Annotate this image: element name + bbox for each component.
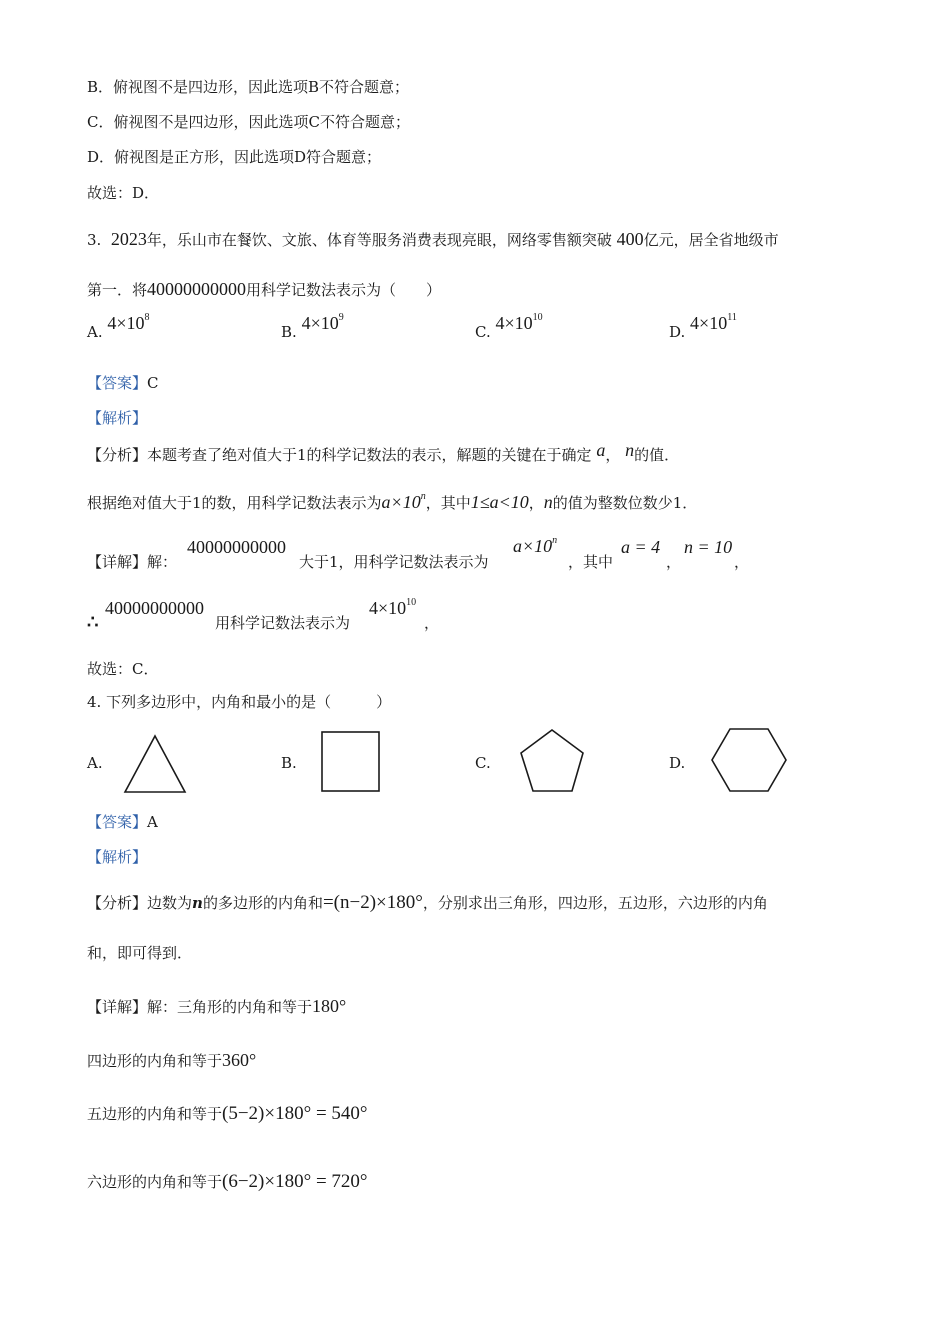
q3-xiangjie-line — [87, 552, 177, 572]
q3-option-b-value — [302, 313, 344, 333]
q3-option-d-label: D. — [669, 323, 686, 341]
q3-xj-formula — [513, 536, 557, 556]
q4-number: 4. — [87, 693, 102, 711]
q3-xj-a: 解： — [147, 553, 178, 571]
q3-option-b-base: 4×10 — [301, 313, 339, 333]
q4-fenxi-a: 边数为 — [147, 894, 193, 912]
q3-fenxi-tag: 【分析】 — [87, 446, 148, 464]
q3-fenxi-sep: ， — [605, 446, 621, 464]
prev-option-b-line: B．俯视图不是四边形，因此选项B不符合题意； — [87, 78, 410, 96]
q3-text-a: 年，乐山市在餐饮、文旅、体育等服务消费表现亮眼，网络零售额突破 — [146, 231, 612, 249]
q3-big-number: 40000000000 — [147, 279, 247, 299]
q3-th-end: ， — [424, 614, 440, 632]
q4-pent-text: 五边形的内角和等于 — [87, 1105, 223, 1123]
q4-analysis-tag: 【解析】 — [87, 848, 148, 866]
q4-pent-line — [87, 1104, 368, 1124]
hexagon-icon[interactable] — [708, 725, 790, 795]
q4-answer-line — [87, 812, 158, 832]
q3-fenxi-line — [87, 440, 680, 465]
q4-fenxi-c: ，分别求出三角形，四边形，五边形，六边形的内角 — [422, 894, 768, 912]
prev-option-d-line: D．俯视图是正方形，因此选项D符合题意； — [87, 148, 382, 166]
q4-fenxi-line2: 和，即可得到． — [87, 944, 193, 962]
q4-xiangjie-line — [87, 996, 346, 1017]
q4-fenxi-line — [87, 893, 768, 913]
q3-option-c-label: C. — [475, 323, 491, 341]
q4-fenxi-tag: 【分析】 — [87, 894, 148, 912]
q3-option-a-label: A. — [87, 323, 103, 341]
q3-option-c[interactable] — [475, 312, 543, 342]
q3-option-d[interactable] — [669, 312, 737, 342]
q3-line2-b: 用科学记数法表示为（ ） — [246, 281, 442, 299]
q3-answer: C — [147, 374, 159, 392]
q3-option-d-exp: 11 — [727, 312, 737, 323]
q3-option-b[interactable] — [281, 312, 344, 342]
q3-rule-d: 的值为整数位数少1． — [552, 494, 698, 512]
q3-answer-line — [87, 373, 159, 393]
pentagon-icon[interactable] — [517, 727, 589, 795]
prev-conclusion: 故选：D． — [87, 184, 160, 202]
q3-th-text: 用科学记数法表示为 — [215, 614, 351, 632]
q4-option-d-label[interactable]: D. — [669, 754, 686, 772]
q3-th-num: 40000000000 — [105, 598, 204, 618]
q3-xj-b: 大于1，用科学记数法表示为 — [299, 553, 489, 571]
prev-option-c-line: C．俯视图不是四边形，因此选项C不符合题意； — [87, 113, 410, 131]
q3-rule-formula-base: a×10 — [381, 492, 421, 512]
q3-option-b-exp: 9 — [338, 312, 344, 323]
q3-analysis-tag: 【解析】 — [87, 409, 148, 427]
q4-quad-text: 四边形的内角和等于 — [87, 1052, 223, 1070]
q3-therefore: ∴ — [87, 612, 99, 633]
q3-text-b: 亿元，居全省地级市 — [643, 231, 779, 249]
q4-option-b-label[interactable]: B. — [281, 754, 297, 772]
q3-rule-c: ， — [528, 494, 544, 512]
q3-rule-line — [87, 492, 697, 513]
q3-xj-d: ， — [666, 553, 682, 571]
q3-xj-formula-base: a×10 — [513, 536, 553, 556]
q3-rule-n: n — [543, 492, 553, 512]
q3-rule-formula-exp: n — [420, 491, 426, 502]
q3-stem-line2 — [87, 279, 441, 300]
q3-option-a[interactable] — [87, 312, 150, 342]
q3-option-d-base: 4×10 — [690, 313, 728, 333]
q3-option-c-base: 4×10 — [495, 313, 533, 333]
q3-option-d-value — [690, 313, 737, 333]
q3-conclusion: 故选：C． — [87, 660, 159, 678]
q3-xj-a-val: a = 4 — [621, 537, 661, 557]
q3-answer-tag: 【答案】 — [87, 374, 148, 392]
q4-tri-sum: 180° — [312, 996, 347, 1016]
q4-hex-text: 六边形的内角和等于 — [87, 1173, 223, 1191]
q4-var-n: n — [192, 894, 203, 912]
q4-answer-tag: 【答案】 — [87, 813, 148, 831]
q4-stem — [87, 692, 391, 712]
q3-option-c-value — [496, 313, 543, 333]
q4-text: 下列多边形中，内角和最小的是（ ） — [106, 693, 392, 711]
q3-option-b-label: B. — [281, 323, 297, 341]
q3-th-value — [369, 598, 416, 618]
q3-option-a-exp: 8 — [144, 312, 150, 323]
q3-rule-b: ，其中 — [425, 494, 471, 512]
q3-option-c-exp: 10 — [532, 312, 543, 323]
q3-xj-n-val: n = 10 — [684, 537, 733, 557]
q4-answer: A — [147, 813, 158, 831]
q4-formula: =(n−2)×180° — [322, 892, 423, 913]
q3-var-n: n — [625, 440, 635, 460]
q3-xiangjie-tag: 【详解】 — [87, 553, 148, 571]
q4-xiangjie-tag: 【详解】 — [87, 998, 148, 1016]
q4-hex-formula: (6−2)×180° = 720° — [222, 1171, 368, 1192]
q4-option-c-label[interactable]: C. — [475, 754, 491, 772]
q3-stem-line1 — [87, 229, 779, 250]
q3-fenxi-end: 的值． — [634, 446, 680, 464]
q3-rule-formula — [382, 492, 426, 512]
q4-option-a-label[interactable]: A. — [87, 754, 103, 772]
q3-var-a: a — [596, 440, 606, 460]
q3-line2-a: 第一．将 — [87, 281, 148, 299]
q3-rule-a: 根据绝对值大于1的数，用科学记数法表示为 — [87, 494, 382, 512]
q3-xj-e: ， — [734, 553, 750, 571]
q3-xj-num: 40000000000 — [187, 537, 286, 557]
q3-option-a-base: 4×10 — [107, 313, 145, 333]
q3-amount: 400 — [616, 229, 644, 249]
q3-xj-formula-exp: n — [552, 535, 558, 546]
q3-year: 2023 — [110, 229, 147, 249]
q3-rule-range: 1≤a<10 — [470, 492, 529, 512]
q4-fenxi-b: 的多边形的内角和 — [202, 894, 323, 912]
q3-fenxi-text: 本题考查了绝对值大于1的科学记数法的表示，解题的关键在于确定 — [147, 446, 592, 464]
q3-th-exp: 10 — [406, 597, 417, 608]
q4-hex-line — [87, 1172, 368, 1192]
q3-th-base: 4×10 — [369, 598, 407, 618]
q3-xj-c: ，其中 — [568, 553, 614, 571]
square-icon[interactable] — [319, 729, 383, 795]
q4-quad-sum: 360° — [222, 1050, 257, 1070]
q4-pent-formula: (5−2)×180° = 540° — [222, 1103, 368, 1124]
q3-number: 3. — [87, 231, 102, 249]
q4-quad-line — [87, 1050, 256, 1071]
triangle-icon[interactable] — [122, 733, 188, 795]
q3-option-a-value — [107, 313, 149, 333]
q4-xj-a: 解：三角形的内角和等于 — [147, 998, 313, 1016]
